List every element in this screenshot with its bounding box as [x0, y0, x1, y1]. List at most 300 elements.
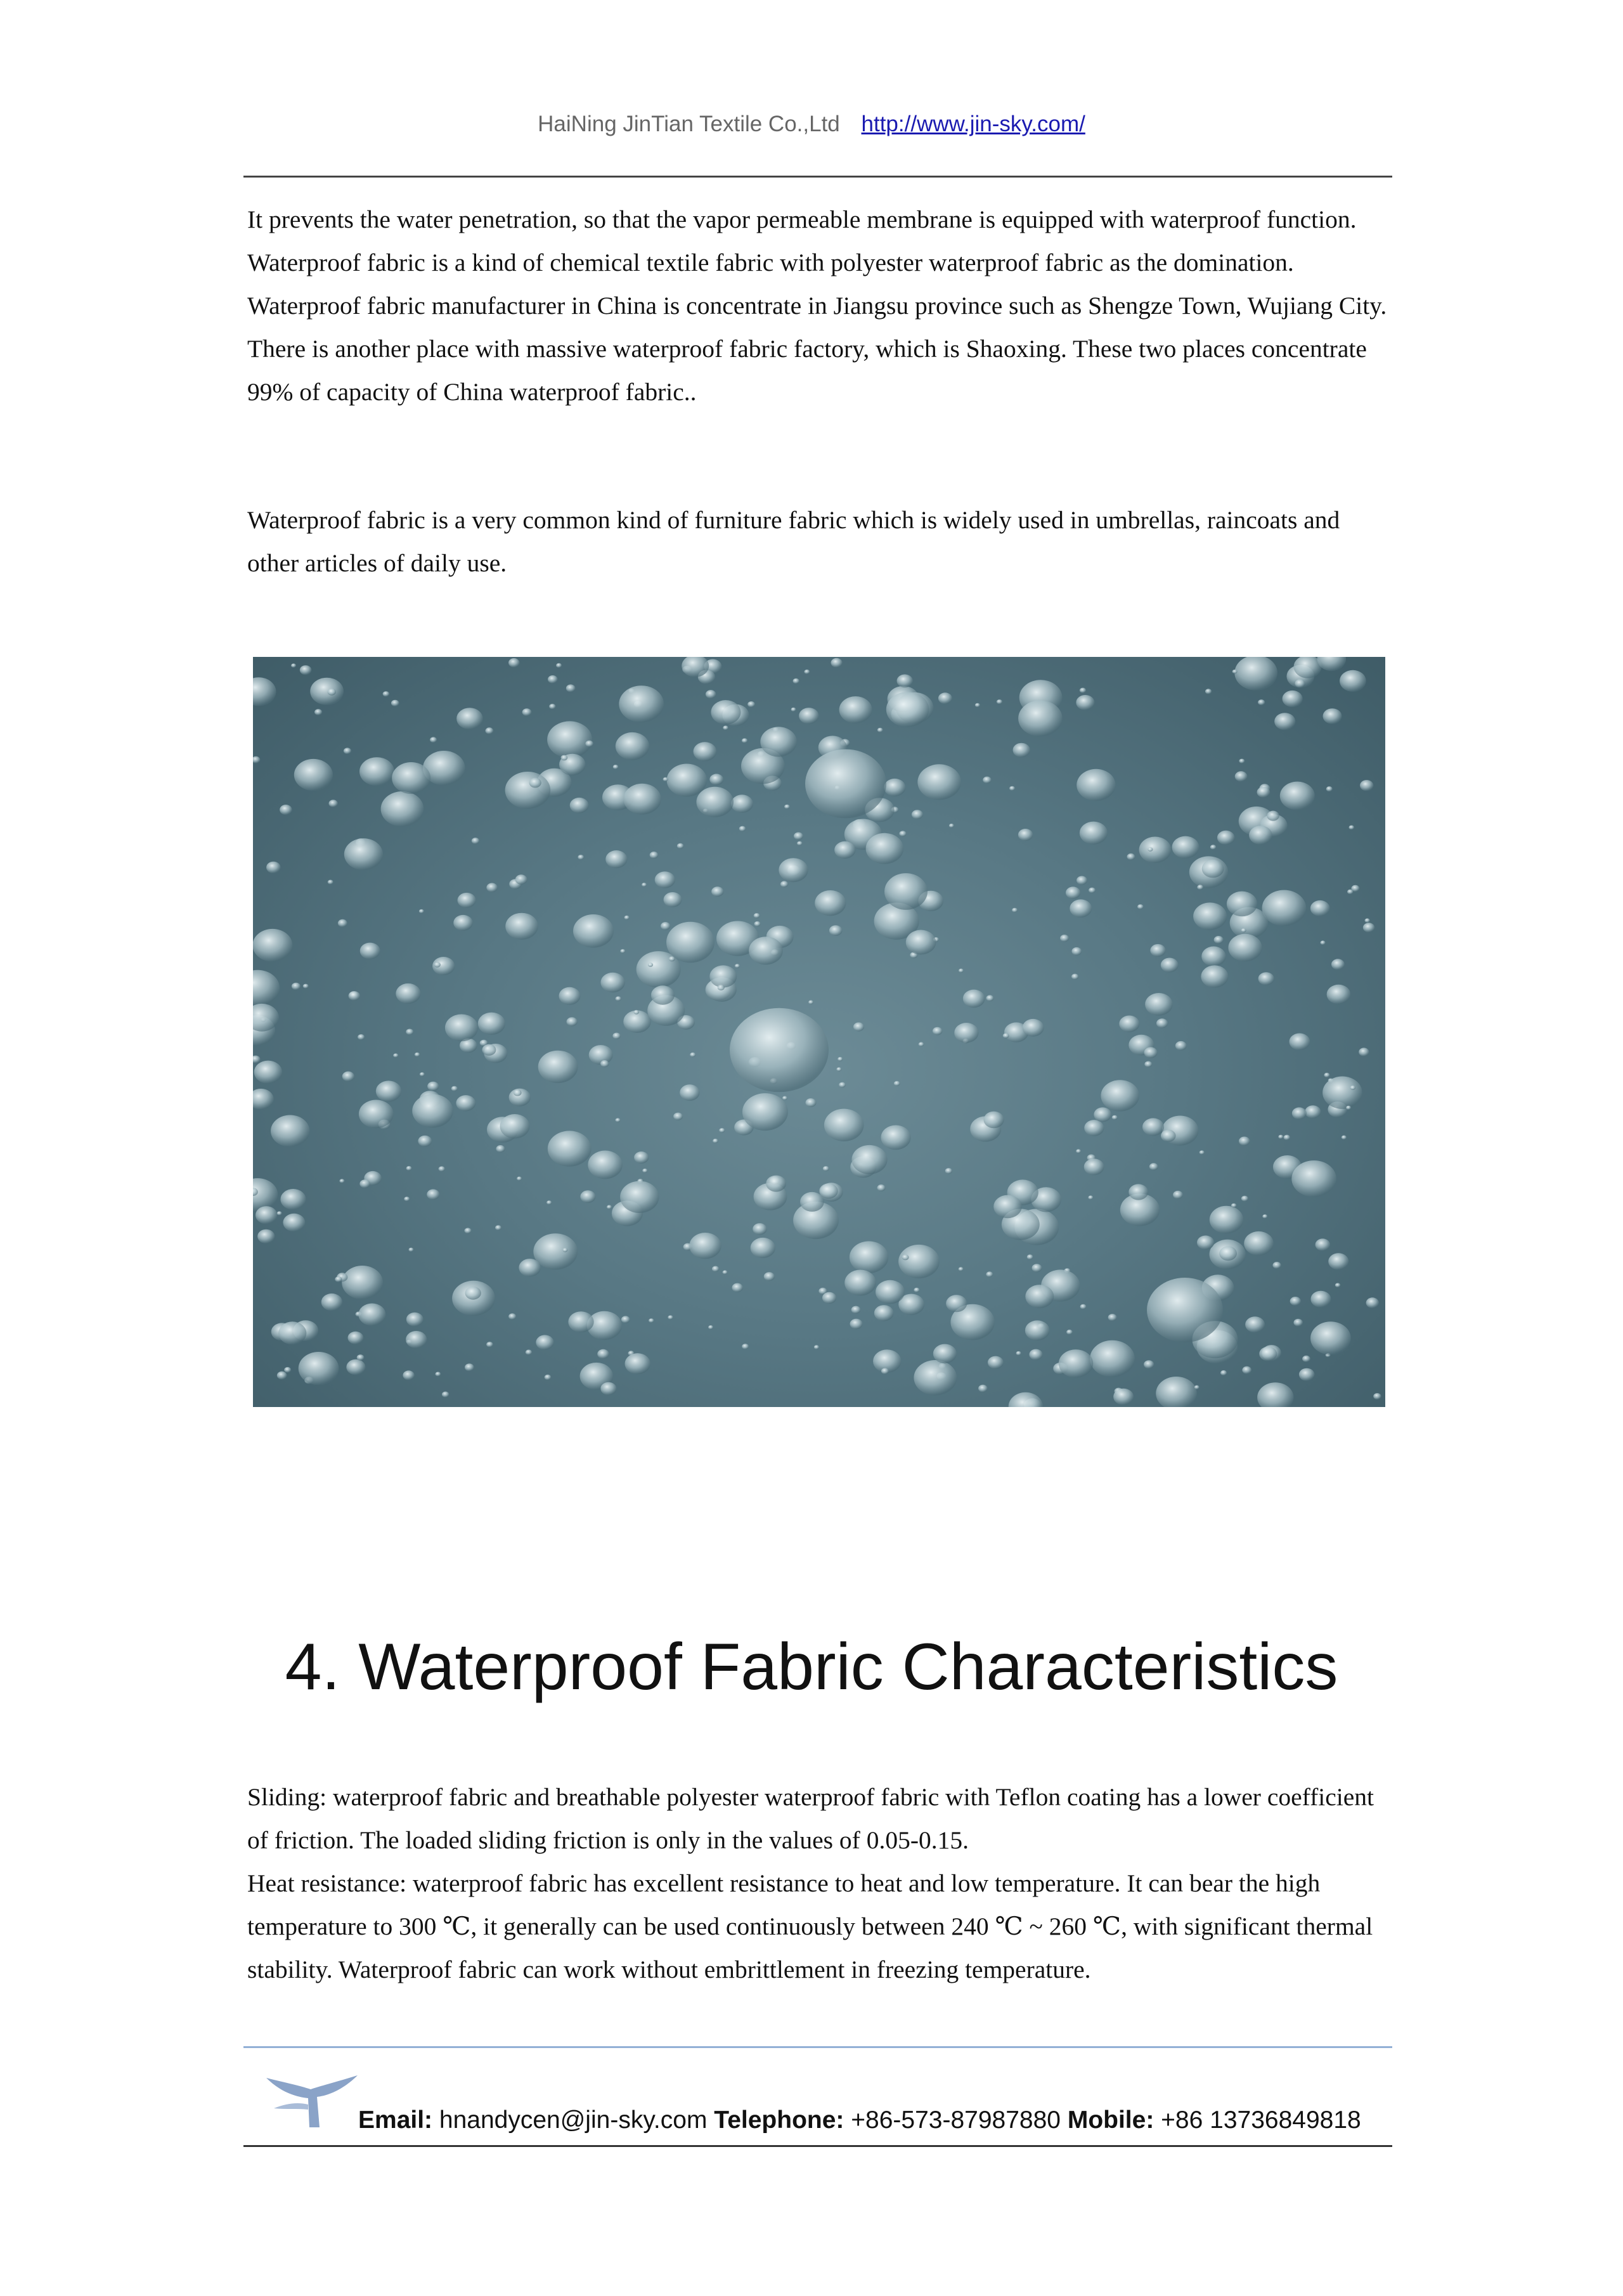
water-droplet — [1077, 876, 1087, 885]
water-droplet — [1272, 1262, 1281, 1269]
water-droplet — [348, 1332, 364, 1344]
water-droplet — [753, 1223, 766, 1235]
water-droplets-photo — [253, 657, 1385, 1407]
water-droplet — [742, 1344, 749, 1349]
water-droplet — [877, 728, 883, 732]
water-droplet — [328, 880, 333, 885]
water-droplet — [1071, 947, 1082, 956]
water-droplet — [445, 1015, 478, 1042]
water-droplet — [993, 1195, 1022, 1219]
water-droplet — [764, 1272, 775, 1281]
water-droplet — [667, 764, 707, 797]
water-droplet — [393, 1053, 398, 1058]
water-droplet — [709, 774, 723, 785]
water-droplet-large — [884, 873, 928, 910]
water-droplet — [917, 764, 961, 800]
water-droplet — [406, 1029, 413, 1035]
water-droplet — [303, 984, 309, 989]
water-droplet — [986, 995, 994, 1001]
water-droplet — [620, 1181, 659, 1213]
paragraph-membrane: It prevents the water penetration, so that the vapor permeable membrane is equipped with waterproof function. — [247, 205, 1357, 233]
water-droplet — [515, 874, 527, 885]
water-droplet — [619, 685, 664, 722]
water-droplet — [1214, 936, 1224, 944]
water-droplet — [766, 1176, 786, 1192]
water-droplet — [1323, 708, 1342, 724]
water-droplet — [1347, 890, 1354, 895]
water-droplet — [680, 1084, 699, 1101]
water-droplet — [358, 1304, 385, 1326]
water-droplet — [517, 1177, 522, 1181]
water-droplet — [902, 1254, 909, 1260]
water-droplet — [1108, 1314, 1117, 1321]
water-droplet — [735, 964, 740, 968]
water-droplet — [624, 916, 630, 920]
company-name: HaiNing JinTian Textile Co.,Ltd — [538, 112, 840, 136]
water-droplet — [850, 1319, 863, 1329]
characteristics-text — [247, 1775, 1395, 1991]
water-droplet — [1077, 769, 1115, 801]
water-droplet — [253, 677, 276, 706]
water-droplet — [719, 1128, 725, 1132]
water-droplet — [1310, 1291, 1331, 1307]
water-droplet — [1262, 1214, 1267, 1219]
water-droplet — [412, 1094, 453, 1128]
water-droplet — [1239, 759, 1245, 763]
water-droplet — [1018, 701, 1063, 737]
water-droplet — [1172, 836, 1199, 859]
water-droplet — [559, 987, 581, 1005]
water-droplet — [886, 692, 929, 727]
water-droplet — [784, 805, 790, 809]
water-droplet — [284, 1367, 291, 1373]
water-droplet — [349, 991, 360, 1001]
water-droplet — [963, 990, 985, 1008]
water-droplet — [1292, 1107, 1307, 1119]
water-droplet — [1291, 1160, 1336, 1197]
water-droplet — [548, 675, 558, 684]
water-droplet — [1242, 1366, 1251, 1374]
water-droplet — [836, 1067, 841, 1072]
water-droplet — [1113, 1389, 1134, 1405]
water-droplet — [754, 913, 760, 918]
water-droplet — [1235, 771, 1248, 781]
water-droplet — [253, 1004, 279, 1032]
water-droplet — [912, 810, 923, 819]
water-droplet — [834, 841, 855, 859]
water-droplet — [346, 1359, 365, 1375]
water-droplet — [881, 1368, 889, 1374]
water-droplet — [1193, 902, 1227, 930]
water-droplet — [1340, 670, 1366, 692]
water-droplet — [548, 1131, 592, 1166]
water-droplet — [709, 965, 737, 987]
water-droplet — [607, 1205, 612, 1209]
water-droplet — [482, 1044, 496, 1056]
water-droplet — [1258, 699, 1265, 705]
water-droplet — [1290, 1034, 1310, 1051]
water-droplet — [711, 886, 723, 897]
water-droplet — [1217, 831, 1235, 845]
water-droplet — [1161, 1130, 1176, 1142]
water-droplet — [853, 1022, 864, 1031]
water-droplet — [1018, 829, 1033, 841]
water-droplet — [914, 1288, 919, 1293]
water-droplet — [294, 759, 333, 791]
water-droplet — [975, 703, 980, 708]
water-droplet — [616, 1118, 621, 1122]
water-droplet — [1335, 1283, 1341, 1287]
water-droplet — [427, 1082, 439, 1091]
water-droplet — [310, 678, 344, 705]
water-droplet — [344, 838, 383, 870]
water-droplet — [612, 1033, 621, 1039]
water-droplet — [1274, 713, 1295, 730]
water-droplet — [342, 1072, 354, 1082]
water-droplet — [1241, 1196, 1248, 1202]
water-droplet — [478, 1013, 505, 1035]
water-droplet — [742, 1093, 788, 1131]
water-droplet — [1089, 888, 1096, 893]
water-droplet — [664, 892, 682, 907]
water-droplet — [933, 1344, 957, 1364]
water-droplet-large — [1147, 1278, 1223, 1342]
water-droplet — [291, 663, 296, 668]
water-droplet — [335, 1276, 342, 1282]
water-droplet — [1257, 787, 1271, 798]
water-droplet — [1139, 837, 1172, 864]
water-droplet — [253, 970, 280, 1006]
water-droplet — [568, 1311, 593, 1332]
water-droplet — [588, 1151, 623, 1179]
water-droplet — [1201, 965, 1228, 987]
water-droplet — [732, 1283, 743, 1292]
water-droplet — [866, 833, 904, 864]
water-droplet — [806, 1098, 817, 1107]
water-droplet — [257, 1229, 275, 1243]
water-droplet — [742, 738, 747, 743]
water-droplet — [938, 692, 952, 704]
water-droplet — [1259, 1347, 1277, 1361]
water-droplet — [458, 893, 476, 908]
water-droplet — [465, 1228, 472, 1233]
water-droplet — [409, 1248, 414, 1252]
water-droplet — [898, 1245, 940, 1278]
water-droplet — [585, 741, 593, 747]
water-droplet — [668, 1315, 673, 1320]
water-droplet — [1284, 1135, 1290, 1141]
water-droplet — [439, 1166, 445, 1172]
water-droplet — [623, 784, 661, 815]
footer-contact — [358, 2106, 1373, 2134]
water-droplet — [1025, 1320, 1050, 1340]
water-droplet — [283, 1214, 305, 1232]
water-droplet — [1228, 934, 1262, 962]
water-droplet — [1148, 847, 1153, 852]
water-droplet — [1059, 1349, 1093, 1378]
water-droplet — [1220, 1370, 1227, 1375]
water-droplet — [1023, 1019, 1044, 1037]
water-droplet — [519, 1259, 541, 1276]
water-droplet — [747, 701, 755, 708]
water-droplet — [340, 1179, 345, 1183]
water-droplet — [1326, 786, 1333, 791]
water-droplet — [278, 1321, 306, 1344]
water-droplet — [415, 1053, 420, 1057]
water-droplet — [1088, 1195, 1093, 1200]
water-droplet — [613, 765, 619, 769]
water-droplet — [508, 658, 520, 668]
water-droplet — [1084, 1120, 1104, 1136]
water-droplet — [1071, 974, 1078, 980]
email-label: Email: — [358, 2106, 433, 2134]
water-droplet — [580, 1190, 595, 1203]
water-droplet — [420, 1072, 425, 1077]
water-droplet — [1144, 1047, 1158, 1058]
water-droplet — [1350, 1086, 1356, 1090]
water-droplet — [1201, 947, 1225, 967]
water-droplet — [573, 914, 614, 948]
water-droplet — [1365, 918, 1370, 923]
water-droplet — [900, 831, 907, 836]
water-droplet — [1027, 1254, 1033, 1259]
water-droplet — [655, 871, 675, 888]
water-droplet — [1199, 1150, 1205, 1155]
water-droplet — [508, 1313, 516, 1320]
telephone-value: +86-573-87987880 — [851, 2106, 1061, 2134]
water-droplet — [1321, 940, 1326, 945]
water-droplet — [1197, 1236, 1214, 1250]
water-droplet — [321, 1294, 342, 1311]
water-droplet — [359, 1179, 370, 1188]
water-droplet — [731, 795, 753, 813]
water-droplet — [533, 1233, 578, 1269]
telephone-label: Telephone: — [714, 2106, 844, 2134]
water-droplet — [800, 1192, 824, 1212]
water-droplet — [514, 1089, 522, 1096]
water-droplet — [959, 969, 964, 973]
water-droplet — [597, 1349, 609, 1359]
water-droplet — [376, 1080, 401, 1101]
water-droplet — [877, 1184, 886, 1191]
water-droplet — [570, 798, 589, 814]
mobile-label: Mobile: — [1067, 2106, 1154, 2134]
water-droplet — [451, 1086, 458, 1091]
water-droplet — [718, 985, 725, 990]
water-droplet — [436, 1372, 441, 1377]
water-droplet — [549, 704, 555, 710]
water-droplet — [797, 841, 803, 846]
water-droplet — [642, 1169, 647, 1173]
water-droplet — [616, 732, 649, 760]
water-droplet — [360, 943, 380, 959]
water-droplet — [1173, 1191, 1183, 1199]
water-droplet-large — [805, 749, 886, 819]
water-droplet — [648, 963, 653, 967]
water-droplet — [1009, 1392, 1043, 1407]
water-droplet — [799, 708, 819, 724]
water-droplet — [621, 1316, 630, 1323]
water-droplet — [1290, 1297, 1301, 1306]
water-droplet — [328, 689, 336, 696]
water-droplet — [280, 1189, 306, 1210]
paragraph-sliding: Sliding: waterproof fabric and breathable polyester waterproof fabric with Teflon coating has a lower coefficient of friction. The loaded sliding friction is only in the values of 0.05-0.15. — [247, 1783, 1374, 1854]
water-droplet — [634, 1151, 649, 1164]
water-droplet — [1373, 1393, 1381, 1399]
water-droplet — [1119, 1016, 1139, 1032]
water-droplet — [1161, 958, 1179, 973]
mobile-value: +86 13736849818 — [1161, 2106, 1361, 2134]
water-droplet — [505, 913, 538, 940]
water-droplet — [1156, 1377, 1197, 1407]
water-droplet — [383, 691, 390, 697]
water-droplet-large — [730, 1008, 829, 1093]
water-droplet — [850, 1242, 888, 1273]
water-droplet — [620, 949, 625, 954]
water-droplet — [1324, 1073, 1329, 1078]
water-droplet — [884, 779, 905, 796]
water-droplet — [359, 1100, 394, 1129]
water-droplet — [711, 700, 740, 725]
water-droplet — [1299, 1368, 1315, 1381]
water-droplet — [782, 1096, 787, 1101]
water-droplet — [661, 922, 670, 930]
water-droplet — [945, 1168, 952, 1174]
water-droplet — [696, 787, 734, 817]
water-droplet — [815, 890, 846, 916]
water-droplet — [545, 1375, 552, 1380]
water-droplet — [723, 725, 728, 730]
water-droplet — [456, 1095, 475, 1111]
water-droplet — [406, 1313, 424, 1326]
water-droplet — [988, 1356, 1004, 1369]
email-value[interactable]: hnandycen@jin-sky.com — [439, 2106, 708, 2134]
water-droplet — [266, 862, 281, 874]
water-droplet — [496, 1145, 505, 1153]
water-droplet — [359, 757, 394, 786]
water-droplet — [984, 1112, 1004, 1128]
water-droplet — [1278, 1135, 1283, 1139]
water-droplet — [419, 909, 424, 914]
water-droplet — [1025, 1285, 1054, 1308]
water-droplet — [919, 1042, 924, 1046]
water-droplet — [706, 690, 716, 699]
water-droplet — [897, 675, 913, 688]
water-droplet — [949, 824, 954, 828]
water-droplet — [1032, 1264, 1042, 1272]
water-droplet — [1283, 691, 1303, 707]
water-droplet — [1363, 923, 1375, 932]
water-droplet — [760, 727, 797, 756]
water-droplet — [983, 777, 992, 784]
water-droplet — [946, 1295, 967, 1312]
water-droplet — [1084, 1158, 1104, 1175]
company-url-link[interactable]: http://www.jin-sky.com/ — [861, 112, 1085, 136]
water-droplet — [546, 1200, 552, 1205]
water-droplet — [486, 1342, 493, 1347]
water-droplet — [794, 833, 803, 840]
water-droplet — [1317, 657, 1347, 671]
water-droplet — [1310, 1321, 1351, 1354]
water-droplet — [690, 1053, 695, 1058]
water-droplet — [1094, 1107, 1111, 1122]
water-droplet — [1066, 886, 1080, 898]
water-droplet — [538, 1051, 578, 1083]
water-droplet — [556, 663, 562, 668]
water-droplet — [342, 1266, 383, 1299]
water-droplet — [1202, 860, 1224, 878]
water-droplet — [881, 1125, 911, 1150]
water-droplet — [1144, 1061, 1152, 1068]
water-droplet — [578, 855, 584, 860]
water-droplet — [1013, 743, 1030, 758]
water-droplet — [1127, 853, 1135, 860]
page-header — [0, 112, 1623, 137]
water-droplet — [253, 1089, 274, 1110]
water-droplet — [844, 1270, 876, 1296]
water-droplet — [403, 1370, 414, 1380]
water-droplet — [1076, 695, 1094, 710]
water-droplet — [1328, 1253, 1348, 1269]
water-droplet — [280, 805, 292, 815]
water-droplet — [1241, 928, 1246, 933]
water-droplet — [739, 826, 746, 832]
water-droplet — [1137, 904, 1144, 909]
water-droplet — [1360, 780, 1373, 791]
water-droplet — [253, 1056, 261, 1063]
water-droplet — [472, 838, 479, 844]
water-droplet — [751, 1238, 775, 1258]
water-droplet — [1149, 1163, 1158, 1170]
water-droplet — [1305, 1105, 1321, 1119]
water-droplet — [1210, 845, 1217, 850]
water-droplet — [906, 930, 936, 955]
water-droplet — [1090, 1340, 1135, 1377]
water-droplet — [486, 883, 498, 893]
water-droplet — [1327, 985, 1351, 1004]
water-droplet — [1029, 1349, 1042, 1360]
water-droplet — [338, 919, 347, 927]
water-droplet — [566, 684, 576, 692]
water-droplet — [1205, 689, 1212, 694]
water-droplet — [791, 708, 796, 712]
water-droplet — [1066, 1330, 1073, 1335]
water-droplet — [418, 1136, 432, 1147]
water-droplet — [434, 962, 441, 968]
water-droplet — [978, 1385, 988, 1392]
water-droplet — [299, 1352, 339, 1385]
water-droplet — [1144, 1360, 1154, 1368]
water-droplet — [689, 1233, 721, 1259]
water-droplet — [561, 755, 568, 761]
water-droplet — [723, 1270, 728, 1274]
water-droplet — [486, 727, 494, 734]
water-droplet — [562, 1248, 567, 1252]
water-droplet — [1219, 1246, 1237, 1261]
water-droplet — [1331, 959, 1345, 970]
water-droplet — [1197, 885, 1203, 890]
water-droplet — [1262, 890, 1307, 926]
water-droplet — [1142, 1118, 1164, 1136]
water-droplet — [823, 1166, 829, 1171]
water-droplet — [406, 1331, 427, 1348]
water-droplet — [914, 1360, 957, 1396]
water-droplet — [465, 1287, 481, 1300]
water-droplet — [1302, 1356, 1310, 1362]
water-droplet — [1016, 1351, 1021, 1356]
water-droplet — [1145, 993, 1173, 1016]
water-droplet — [851, 1145, 887, 1174]
